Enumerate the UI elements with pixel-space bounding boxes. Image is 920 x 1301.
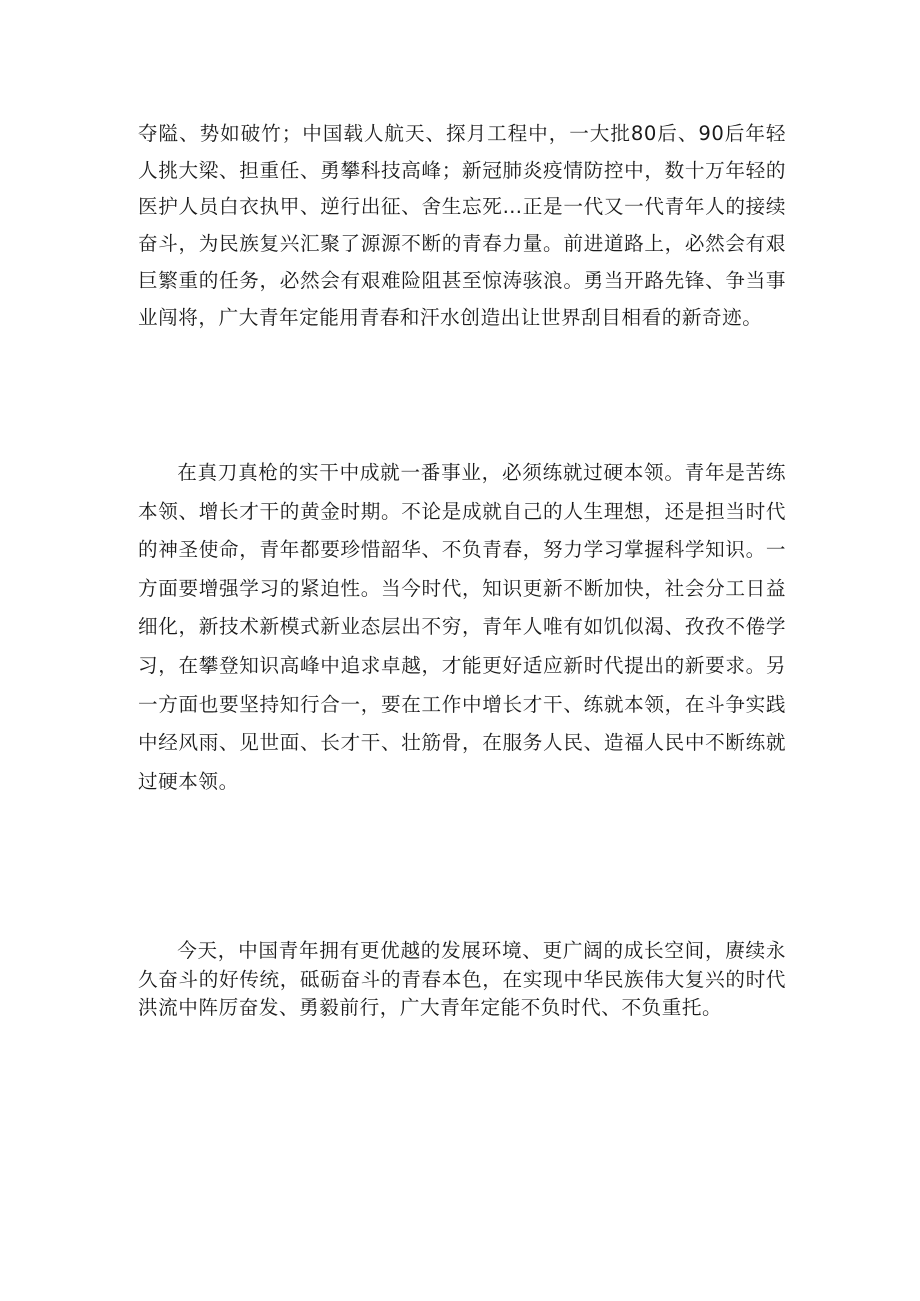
paragraph-2: 在真刀真枪的实干中成就一番事业，必须练就过硬本领。青年是苦练本领、增长才干的黄金时期。不论是成就自己的人生理想，还是担当时代的神圣使命，青年都要珍惜韶华、不负青春，努力学习掌握科学知识。一方面要增强学习的紧迫性。当今时代，知识更新不断加快，社会分工日益细化，新技术新模式新业态层出不穷，青年人唯有如饥似渴、孜孜不倦学习，在攀登知识高峰中追求卓越，才能更好适应新时代提出的新要求。另一方面也要坚持知行合一，要在工作中增长才干、练就本领，在斗争实践中经风雨、见世面、长才干、壮筋骨，在服务人民、造福人民中不断练就过硬本领。	[138, 461, 786, 793]
paragraph-1: 夺隘、势如破竹；中国载人航天、探月工程中，一大批80后、90后年轻人挑大梁、担重任、勇攀科技高峰；新冠肺炎疫情防控中，数十万年轻的医护人员白衣执甲、逆行出征、舍生忘死…正是一代又一代青年人的接续奋斗，为民族复兴汇聚了源源不断的青春力量。前进道路上，必然会有艰巨繁重的任务，必然会有艰难险阻甚至惊涛骇浪。勇当开路先锋、争当事业闯将，广大青年定能用青春和汗水创造出让世界刮目相看的新奇迹。	[138, 122, 786, 329]
paragraph-3: 今天，中国青年拥有更优越的发展环境、更广阔的成长空间，赓续永久奋斗的好传统，砥砺奋斗的青春本色，在实现中华民族伟大复兴的时代洪流中阵厉奋发、勇毅前行，广大青年定能不负时代、不负重托。	[138, 939, 786, 1019]
